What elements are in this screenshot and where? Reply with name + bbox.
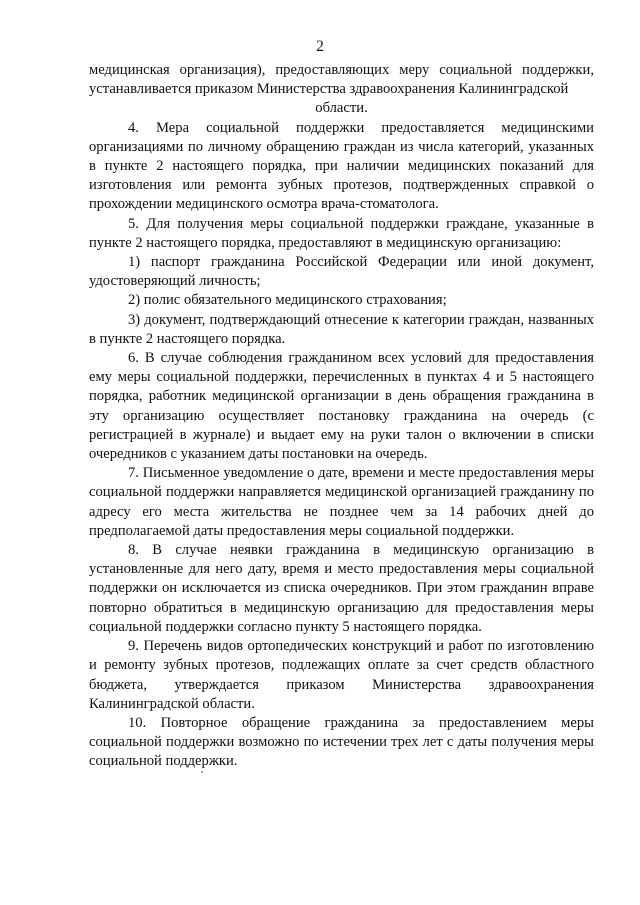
paragraph-10: 10. Повторное обращение гражданина за предоставлением меры социальной поддержки возможно по истечении трех лет с даты получения меры социальной поддержки. [89,714,594,770]
paragraph-continuation-end: области. [315,100,368,117]
paragraph-4: 4. Мера социальной поддержки предоставляется медицинскими организациями по личному обращению граждан из числа категорий, указанных в пункте 2 настоящего порядка, при наличии медицинских показаний для изготовления или ремонта зубных протезов, подтвержденных справкой о прохождении медицинского осмотра врача-стоматолога. [89,119,594,213]
document-body [89,61,594,772]
paragraph-7: 7. Письменное уведомление о дате, времени и месте предоставления меры социальной поддержки направляется медицинской организацией гражданину по адресу его места жительства не позднее чем за 14 рабочих дней до предполагаемой даты предоставления меры социальной поддержки. [89,465,594,539]
scan-speck [201,771,203,773]
paragraph-5: 5. Для получения меры социальной поддержки граждане, указанные в пункте 2 настоящего порядка, предоставляют в медицинскую организацию: [89,215,594,251]
paragraph-6: 6. В случае соблюдения гражданином всех условий для предоставления ему меры социальной поддержки, перечисленных в пунктах 4 и 5 настоящего порядка, работник медицинской организации в день обращения гражданина в эту организацию осуществляет постановку гражданина на очередь (с регистрацией в журнале) и выдает ему на руки талон о включении в списки очередников с указанием даты постановки на очередь. [89,350,594,463]
paragraph-8: 8. В случае неявки гражданина в медицинскую организацию в установленные для него дату, время и место предоставления меры социальной поддержки он исключается из списка очередников. При этом гражданин вправе повторно обратиться в медицинскую организацию для предоставления меры социальной поддержки согласно пункту 5 настоящего порядка. [89,542,594,635]
paragraph-5-item-3: 3) документ, подтверждающий отнесение к категории граждан, названных в пункте 2 настоящего порядка. [89,311,594,347]
page-number: 2 [316,38,324,55]
paragraph-9: 9. Перечень видов ортопедических конструкций и работ по изготовлению и ремонту зубных протезов, подлежащих оплате за счет средств областного бюджета, утверждается приказом Министерства здравоохранения Калининградской области. [89,638,594,712]
paragraph-continuation: медицинская организация), предоставляющих меру социальной поддержки, устанавливается приказом Министерства здравоохранения Калининградской [89,62,594,98]
paragraph-5-item-2: 2) полис обязательного медицинского страхования; [128,292,447,309]
paragraph-5-item-1: 1) паспорт гражданина Российской Федерации или иной документ, удостоверяющий личность; [89,254,594,290]
